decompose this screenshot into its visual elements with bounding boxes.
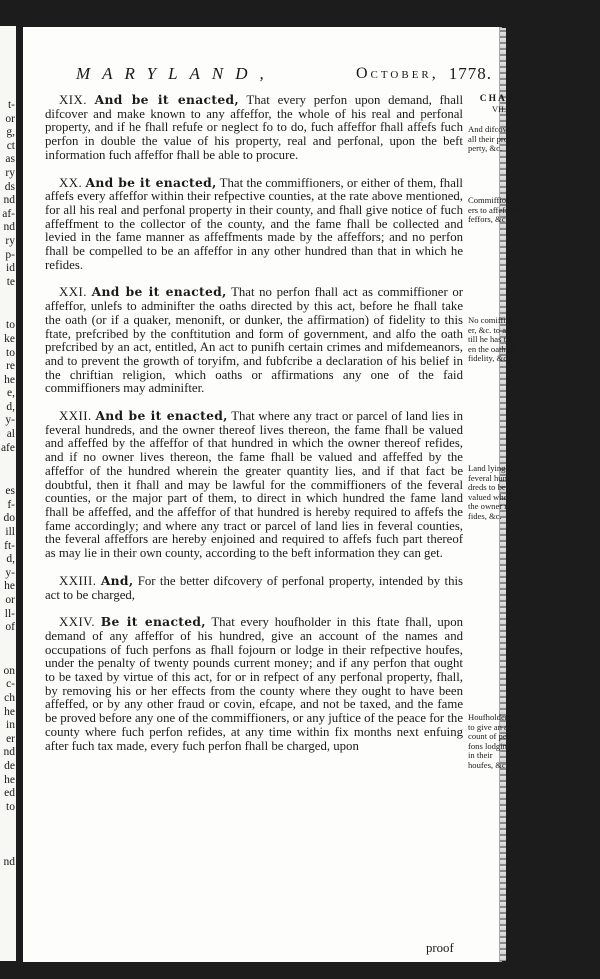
section-number: XXI. [59,285,87,300]
chapter-number: VII. [491,103,507,114]
chapter-label: CHAP. [479,94,519,104]
facing-page-fragment: nd [3,221,15,234]
section-paragraph [45,176,463,273]
marginal-note-line: en the oath of [468,343,516,354]
marginal-note-line: to give an ac- [468,721,515,732]
facing-page-fragment: te [6,275,15,288]
marginal-note-line: count of per- [468,731,513,742]
marginal-note-line: Land lying in [468,463,515,473]
facing-page-fragment: y- [5,566,15,579]
facing-page-fragment: as [5,153,15,166]
marginal-note [468,125,530,154]
marginal-note [468,316,530,364]
facing-page-fragment: he [4,373,15,386]
running-head [52,64,492,86]
marginal-note-line: feffors, &c. [468,214,508,225]
marginal-note-line: till he has tak- [468,334,517,345]
facing-page-fragment: ct [6,139,15,152]
section-xix [45,93,463,163]
marginal-note-line: No comiffion- [468,315,518,325]
facing-page-fragment: ry [5,234,15,247]
marginal-note-line: all their pro- [468,133,511,144]
section-xxii [45,409,463,561]
enacting-formula: And be it enacted, [95,408,228,424]
body-text-column [45,93,463,765]
facing-page-fragment: ch [4,691,15,704]
section-paragraph [45,285,463,396]
marginal-note-line: dreds to be [468,482,506,493]
marginal-note [468,713,530,771]
facing-page-fragment: ll- [4,607,15,620]
running-head-month: October, [356,65,439,82]
marginal-note-line: valued where [468,491,515,502]
facing-page-fragment: he [4,705,15,718]
section-paragraph [45,93,463,163]
facing-page-fragment: p- [5,248,15,261]
enacting-formula: Be it enacted, [100,614,206,630]
marginal-note-line: in their [468,750,493,761]
running-head-year: 1778. [448,64,492,83]
enacting-formula: And be it enacted, [91,284,227,300]
facing-page-fragment: ke [4,332,15,345]
section-number: XXII. [59,409,92,424]
facing-page-fragment: ill [5,526,15,539]
section-xx [45,176,463,273]
facing-page-fragment: he [4,580,15,593]
section-text: That the commiffioners, or either of them, fhall affefs every affeffor within their refpective counties, at the rate above mentioned, for all his real and perfonal property in their county, and fhall give notice of fuch affeffment to the collector of the county, and the fame fhall be collected and levied in the fame manner as affeffments made by the affeffors; and no perfon fhall be compelled to be an affeffor in any other hundred than that in which he refides. [45,175,463,272]
section-paragraph [45,615,463,753]
facing-page-fragment: t- [7,99,15,111]
section-paragraph [45,409,463,561]
facing-page-fragment: ry [5,166,15,179]
facing-page-fragment: id [6,262,15,275]
facing-page-fragment: of [5,621,15,634]
section-xxi [45,285,463,396]
facing-page-fragment: de [4,759,15,772]
section-paragraph [45,574,463,602]
facing-page-fragment: d, [6,553,15,566]
chapter-heading [468,95,530,114]
marginal-note [468,196,530,225]
enacting-formula: And, [100,572,134,588]
marginal-note-line: er, &c. to act, [468,324,515,335]
facing-page-fragment: to [6,800,15,813]
facing-page-fragment: c- [6,678,15,691]
facing-page-fragment: he [4,773,15,786]
marginal-note-line: perty, &c. [468,143,503,154]
facing-page-fragment: to [6,319,15,332]
section-xxiv [45,615,463,753]
section-text: That where any tract or parcel of land lies in feveral hundreds, and the owner thereof lives thereon, the fame fhall be valued and affeffed by the affeffor of that hundred in which the owner thereof refides, and if no owner lives thereon, the fame fhall be valued and affeffed by the affeffor of the hundred wherein the greater quantity lies, and if that fact be doubtful, then it fhall and may be lawful for the commiffioners of the feveral counties, or the major part of them, to direct in which hundred the fame land fhall be affeffed, and the affeffor of that hundred is hereby required to affefs the fame accordingly; and where any tract or parcel of land lies in feveral counties, the feveral affeffors are hereby enjoined and required to affefs fuch part thereof as may lie in their own county, according to the beft information they can get. [45,409,464,561]
section-number: XXIII. [59,573,97,588]
enacting-formula: And be it enacted, [94,92,239,107]
facing-page-fragment: ft- [4,539,15,552]
section-number: XIX. [59,93,87,107]
facing-page-fragment: afe [0,441,15,454]
facing-page-fragment: al [6,428,15,441]
marginal-note-line: fons lodging [468,740,512,751]
section-text: For the better difcovery of perfonal property, intended by this act to be charged, [45,573,464,602]
facing-page-fragment: re [6,360,15,373]
marginal-note-line: the owner re- [468,501,514,512]
running-head-state: MARYLAND, [76,64,276,83]
facing-page-fragment: to [6,346,15,359]
marginal-note-line: fidelity, &c. [468,353,510,364]
facing-page-edge [0,26,16,961]
facing-page-fragment: y- [5,414,15,427]
facing-page-fragment: ds [4,180,15,193]
facing-page-fragment: d, [6,400,15,413]
facing-page-fragment: es [5,485,15,498]
marginal-note-line: houfes, &c. [468,759,508,770]
marginal-note-line: Commiffion- [468,195,514,205]
facing-page-fragment: ed [4,787,15,800]
catchword: proof [426,941,454,955]
facing-page-fragment: g, [6,126,15,139]
facing-page-fragment: f- [7,498,15,511]
facing-page-fragment: nd [3,746,15,759]
marginal-note-line: And difcover [468,124,514,134]
marginal-note-line: ers to affefs af- [468,204,521,215]
section-number: XX. [59,175,83,190]
section-text: That no perfon fhall act as commiffioner or affeffor, unlefs to adminifter the oaths directed by this act, before he fhall take the oath (or if a quaker, menonift, or dunker, the affirmation) of fidelity to this ftate, prefcribed by the conftitution and form of government, and alfo the oath prefcribed by an act, entitled, An act to punifh certain crimes and mifdemeanors, and to prevent the growth of toryifm, and fubfcribe a declaration of his belief in the chriftian religion, which oaths or affirmations any one of the faid commiffioners may adminifter. [45,285,464,396]
facing-page-fragment: e, [7,387,15,400]
section-text: That every perfon upon demand, fhall difcover and make known to any affeffor, the whole of his real and perfonal property, and if he fhall refufe or neglect fo to do, fuch affeffor fhall affefs fuch perfon in double the value of his property, real and perfonal, upon the beft information fuch affeffor fhall be able to procure. [45,93,463,162]
section-xxiii [45,574,463,602]
enacting-formula: And be it enacted, [85,174,217,190]
facing-page-fragment: af- [2,207,15,220]
facing-page-fragment: in [6,719,15,732]
marginal-note-line: feveral hun- [468,472,510,483]
facing-page-fragment: nd [3,856,15,869]
marginal-note-line: fides, &c. [468,510,502,521]
facing-page-fragment: er [6,732,15,745]
marginal-note-line: Houfholders [468,712,511,722]
facing-page-fragment: do [3,512,15,525]
facing-page-fragment: nd [3,194,15,207]
facing-page-fragment: on [3,664,15,677]
marginal-note [468,464,530,522]
section-number: XXIV. [59,615,96,630]
section-text: That every houfholder in this ftate fhall, upon demand of any affeffor of his hundred, give an account of the names and occupations of fuch perfons as fhall fojourn or lodge in their refpective houfes, under the penalty of twenty pounds current money; and if any perfon that ought to be taxed by virtue of this act, for or in refpect of any perfonal property, fhall, by removing his or her effects from the county where they ought to have been affeffed, or by any other fraud or covin, efcape, and not be taxed, and the fame be proved before any one of the commiffioners, or any juftice of the peace for the county where fuch perfon refides, at any time within fix months next enfuing after fuch tax made, every fuch perfon fhall be charged, upon [45,615,463,753]
facing-page-fragment: or [5,112,15,125]
facing-page-fragment: or [5,594,15,606]
